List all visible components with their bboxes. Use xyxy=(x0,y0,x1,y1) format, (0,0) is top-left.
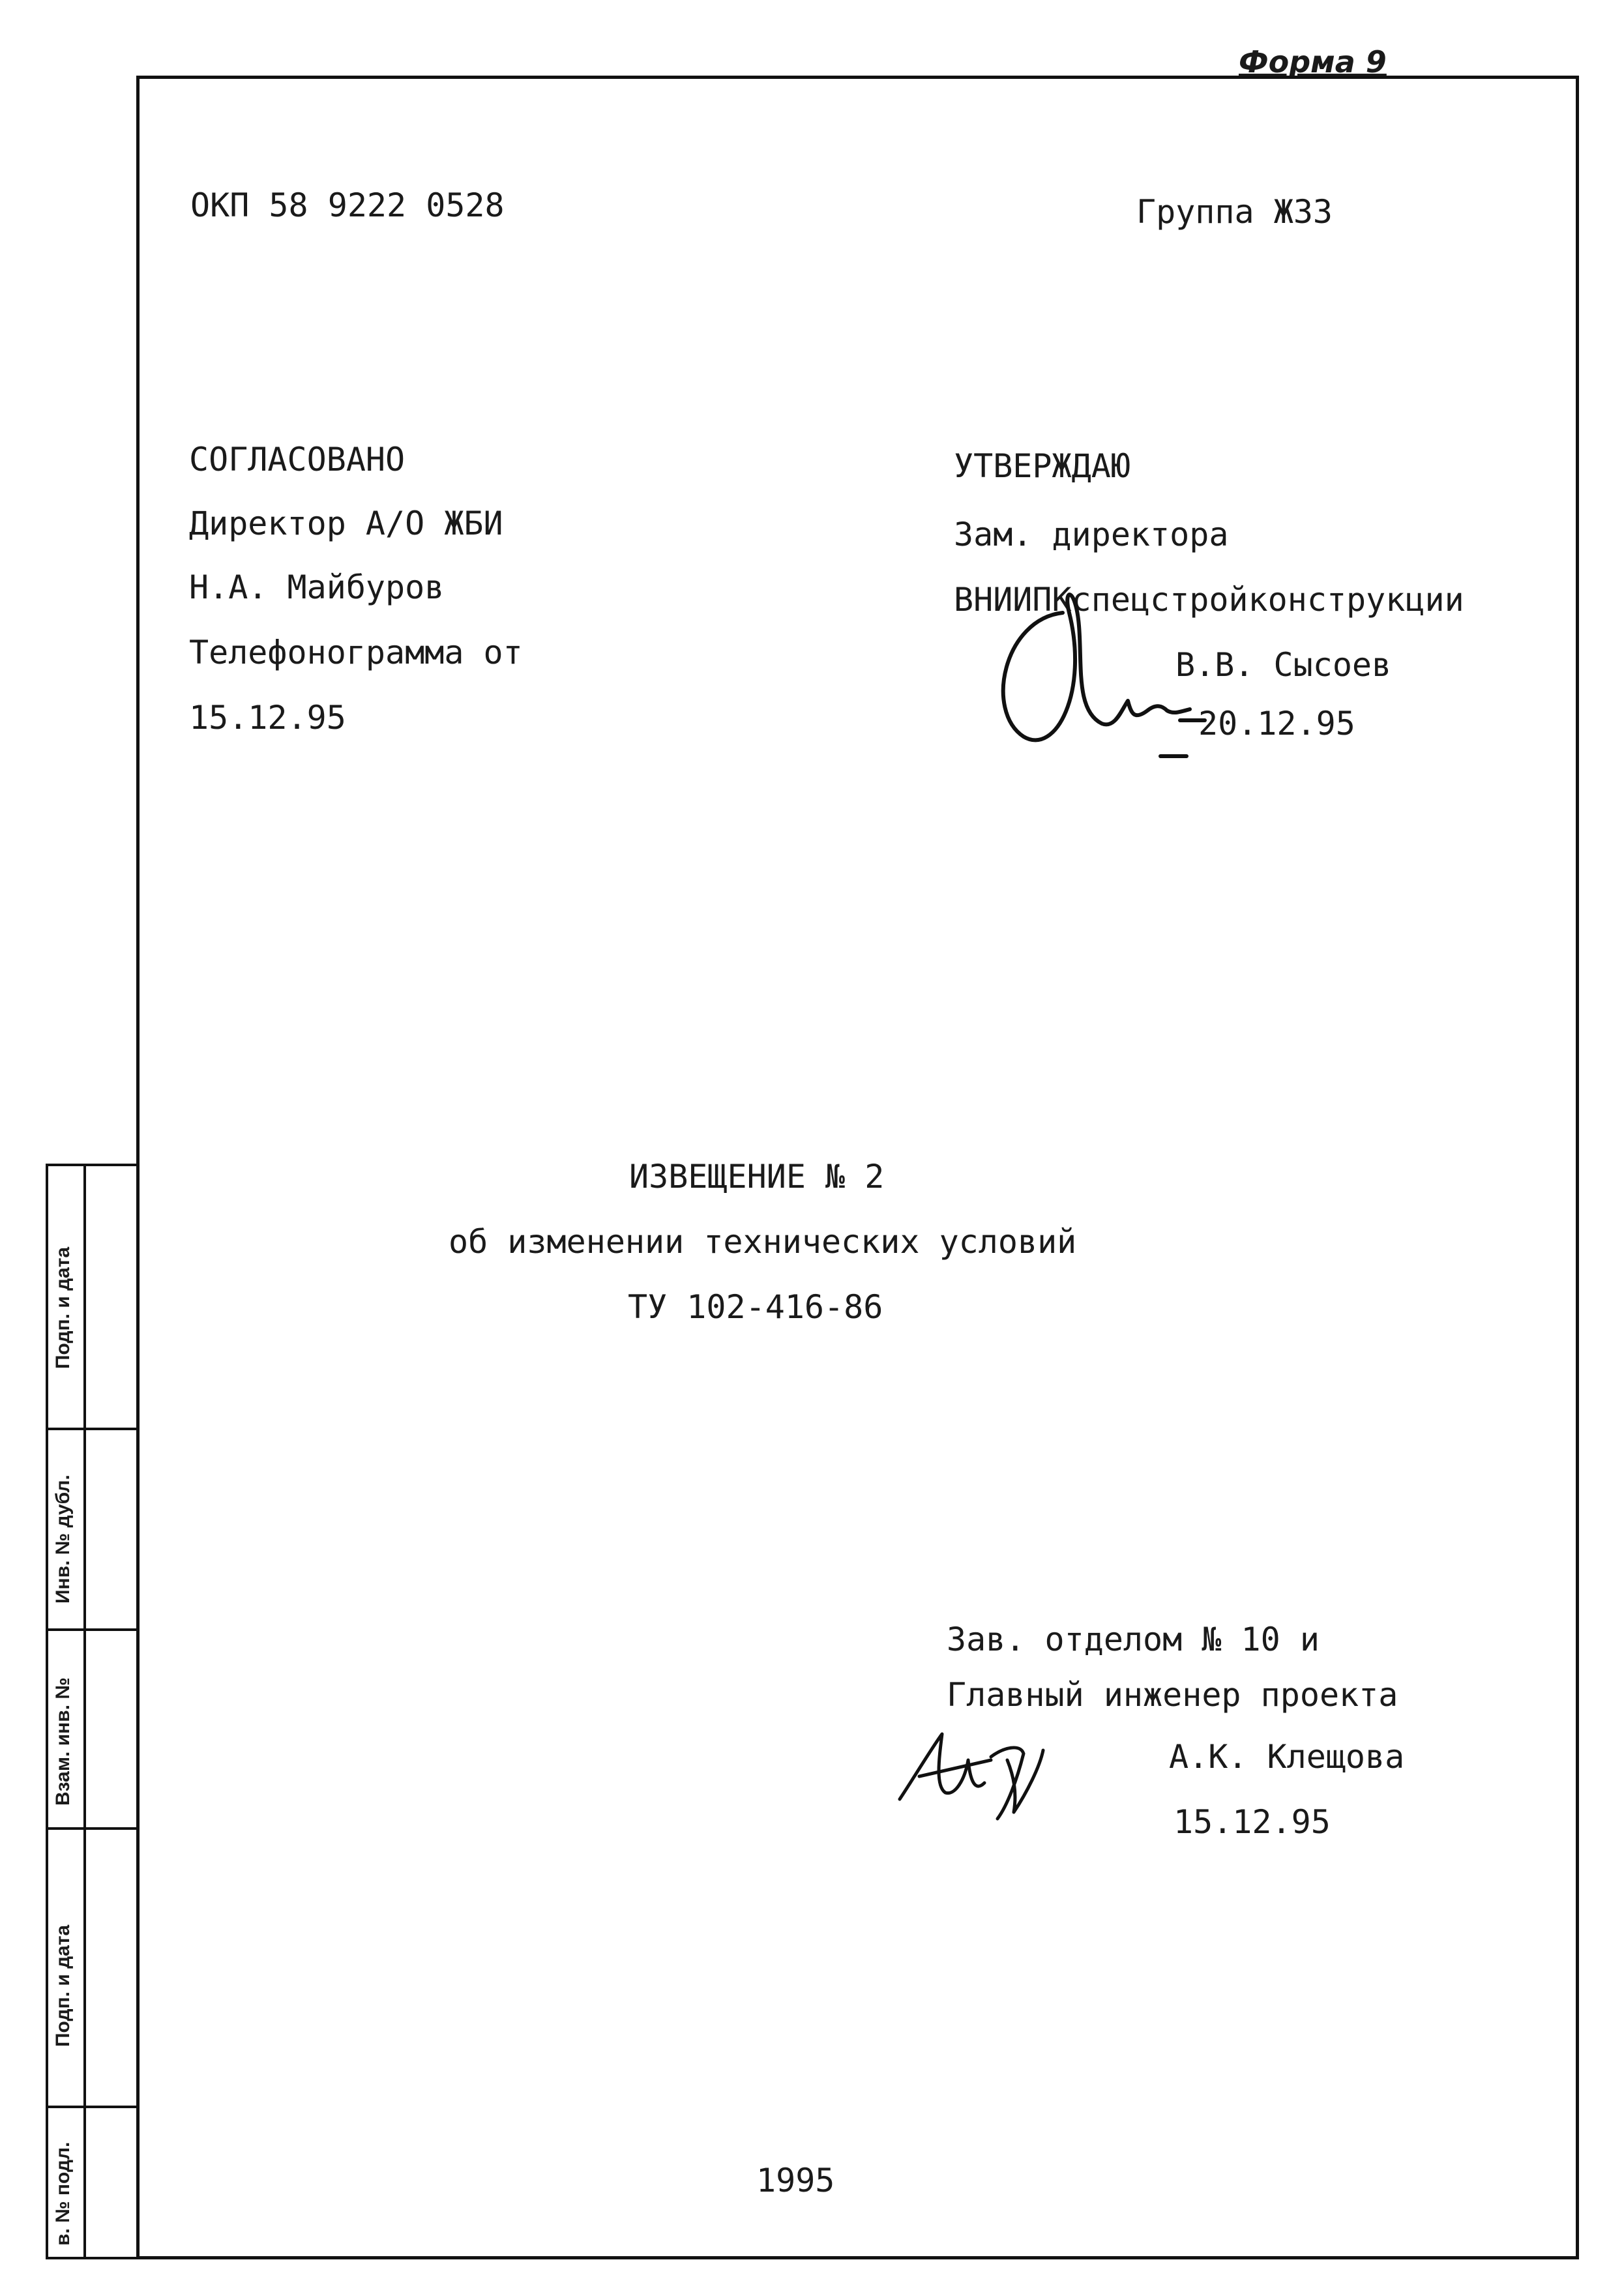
side-stamp-divider xyxy=(46,1164,138,1166)
side-stamp-label: Подп. и дата xyxy=(52,1924,74,2047)
side-stamp-divider xyxy=(46,1628,138,1631)
signature-approved xyxy=(965,561,1239,769)
author-name: А.К. Клещова xyxy=(1169,1738,1405,1776)
approved-position: Зам. директора xyxy=(954,516,1229,553)
form-label: Форма 9 xyxy=(1239,44,1387,80)
notice-spec: ТУ 102-416-86 xyxy=(628,1288,883,1326)
agreed-line: Телефонограмма от xyxy=(189,634,523,671)
side-stamp-label: Инв. № дубл. xyxy=(52,1475,74,1604)
agreed-line: Н.А. Майбуров xyxy=(189,568,445,606)
side-stamp-label: Взам. инв. № xyxy=(52,1677,74,1806)
approved-organization: ВНИИПКспецстройконструкции xyxy=(954,581,1464,619)
agreed-line: Директор А/О ЖБИ xyxy=(189,505,503,542)
side-stamp-outer-line xyxy=(46,1164,48,2259)
agreed-heading: СОГЛАСОВАНО xyxy=(189,441,406,478)
notice-subtitle: об изменении технических условий xyxy=(449,1223,1077,1261)
author-line: Главный инженер проекта xyxy=(947,1676,1398,1714)
side-stamp-label: в. № подл. xyxy=(52,2141,74,2246)
signature-author xyxy=(893,1721,1050,1838)
bottom-border-line xyxy=(46,2257,1579,2259)
document-year: 1995 xyxy=(756,2162,835,2199)
side-stamp-divider xyxy=(46,1827,138,1830)
author-date: 15.12.95 xyxy=(1174,1803,1331,1841)
side-stamp-label: Подп. и дата xyxy=(52,1246,74,1369)
side-stamp-divider xyxy=(46,2106,138,2108)
approved-heading: УТВЕРЖДАЮ xyxy=(954,447,1130,485)
notice-title: ИЗВЕЩЕНИЕ № 2 xyxy=(629,1158,885,1196)
agreed-line: 15.12.95 xyxy=(189,699,346,737)
approved-date: 20.12.95 xyxy=(1198,705,1355,742)
side-stamp-divider xyxy=(46,1428,138,1430)
okp-code: ОКП 58 9222 0528 xyxy=(190,186,505,224)
author-line: Зав. отделом № 10 и xyxy=(947,1621,1320,1658)
side-stamp-inner-line xyxy=(83,1164,86,2259)
group-code: Группа Ж33 xyxy=(1136,193,1333,231)
approved-name: В.В. Сысоев xyxy=(1175,646,1392,684)
